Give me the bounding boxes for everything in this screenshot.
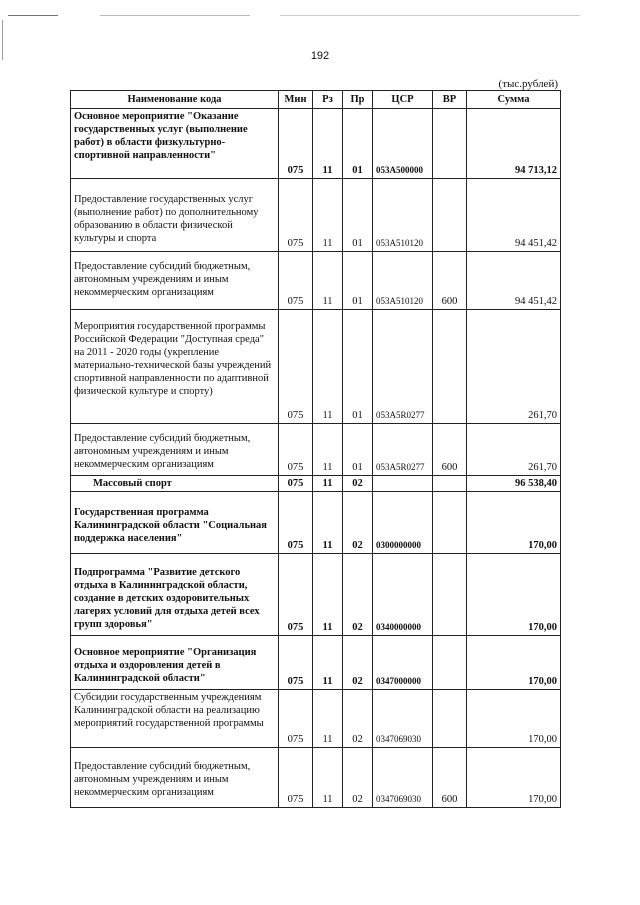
- header-sum: Сумма: [467, 91, 561, 109]
- row-csr: 0300000000: [373, 492, 433, 554]
- row-rz: 11: [313, 748, 343, 808]
- header-min: Мин: [279, 91, 313, 109]
- row-min: 075: [279, 554, 313, 636]
- scan-artifact: [100, 15, 250, 16]
- row-pr: 02: [343, 690, 373, 748]
- row-name: Государственная программа Калининградской области "Социальная поддержка населения": [71, 492, 279, 554]
- row-name: Массовый спорт: [71, 476, 279, 492]
- table-row: [71, 179, 561, 252]
- row-rz: 11: [313, 492, 343, 554]
- row-name: Предоставление субсидий бюджетным, автономным учреждениям и иным некоммерческим организациям: [71, 424, 279, 476]
- row-sum: 170,00: [467, 748, 561, 808]
- row-csr: 0347000000: [373, 636, 433, 690]
- row-min: 075: [279, 424, 313, 476]
- row-sum: 261,70: [467, 424, 561, 476]
- row-rz: 11: [313, 690, 343, 748]
- row-sum: 170,00: [467, 554, 561, 636]
- row-pr: 02: [343, 554, 373, 636]
- row-vr: [433, 109, 467, 179]
- page-number: 192: [310, 50, 330, 62]
- table-row: [71, 554, 561, 636]
- row-csr: 0347069030: [373, 748, 433, 808]
- row-sum: 261,70: [467, 310, 561, 424]
- row-min: 075: [279, 690, 313, 748]
- row-pr: 01: [343, 109, 373, 179]
- row-sum: 170,00: [467, 636, 561, 690]
- row-min: 075: [279, 476, 313, 492]
- scan-artifact: [280, 15, 580, 16]
- row-min: 075: [279, 492, 313, 554]
- header-name: Наименование кода: [71, 91, 279, 109]
- budget-table: [70, 90, 561, 808]
- header-pr: Пр: [343, 91, 373, 109]
- row-sum: 94 451,42: [467, 252, 561, 310]
- table-row: [71, 424, 561, 476]
- row-pr: 01: [343, 179, 373, 252]
- row-csr: 0347069030: [373, 690, 433, 748]
- row-sum: 170,00: [467, 492, 561, 554]
- row-min: 075: [279, 310, 313, 424]
- row-name: Основное мероприятие "Организация отдыха и оздоровления детей в Калининградской области": [71, 636, 279, 690]
- row-min: 075: [279, 252, 313, 310]
- row-min: 075: [279, 179, 313, 252]
- row-rz: 11: [313, 636, 343, 690]
- scan-artifact: [8, 15, 58, 16]
- row-pr: 01: [343, 252, 373, 310]
- row-min: 075: [279, 748, 313, 808]
- row-vr: 600: [433, 748, 467, 808]
- row-sum: 94 713,12: [467, 109, 561, 179]
- table-row: [71, 310, 561, 424]
- row-pr: 02: [343, 476, 373, 492]
- row-vr: 600: [433, 424, 467, 476]
- header-rz: Рз: [313, 91, 343, 109]
- row-name: Предоставление государственных услуг (выполнение работ) по дополнительному образованию в области физической культуры и спорта: [71, 179, 279, 252]
- row-name: Субсидии государственным учреждениям Калининградской области на реализацию мероприятий государственной программы: [71, 690, 279, 748]
- row-rz: 11: [313, 109, 343, 179]
- row-sum: 96 538,40: [467, 476, 561, 492]
- row-name: Подпрограмма "Развитие детского отдыха в Калининградской области, создание в детских оздоровительных лагерях условий для отдыха детей всех групп здоровья": [71, 554, 279, 636]
- table-row: [71, 748, 561, 808]
- row-pr: 01: [343, 310, 373, 424]
- row-vr: [433, 492, 467, 554]
- table-header-row: [71, 91, 561, 109]
- row-csr: 053А5R0277: [373, 310, 433, 424]
- table-row: [71, 476, 561, 492]
- row-name: Мероприятия государственной программы Российской Федерации "Доступная среда" на 2011 - 2020 годы (укрепление материально-технической базы учреждений спортивной направленности по адаптивной физической культуре и спорту): [71, 310, 279, 424]
- table-row: [71, 636, 561, 690]
- row-sum: 170,00: [467, 690, 561, 748]
- row-min: 075: [279, 636, 313, 690]
- row-vr: [433, 690, 467, 748]
- row-vr: 600: [433, 252, 467, 310]
- header-vr: ВР: [433, 91, 467, 109]
- row-pr: 02: [343, 748, 373, 808]
- units-label: (тыс.рублей): [498, 78, 558, 90]
- row-name: Основное мероприятие "Оказание государственных услуг (выполнение работ) в области физкультурно-спортивной направленности": [71, 109, 279, 179]
- row-name: Предоставление субсидий бюджетным, автономным учреждениям и иным некоммерческим организациям: [71, 748, 279, 808]
- row-csr: 053А5R0277: [373, 424, 433, 476]
- row-pr: 01: [343, 424, 373, 476]
- row-csr: 053А510120: [373, 252, 433, 310]
- row-csr: 053А500000: [373, 109, 433, 179]
- row-vr: [433, 476, 467, 492]
- table-row: [71, 690, 561, 748]
- row-vr: [433, 310, 467, 424]
- header-csr: ЦСР: [373, 91, 433, 109]
- row-rz: 11: [313, 554, 343, 636]
- row-csr: [373, 476, 433, 492]
- row-vr: [433, 636, 467, 690]
- row-sum: 94 451,42: [467, 179, 561, 252]
- table-row: [71, 252, 561, 310]
- row-name: Предоставление субсидий бюджетным, автономным учреждениям и иным некоммерческим организациям: [71, 252, 279, 310]
- row-rz: 11: [313, 179, 343, 252]
- row-pr: 02: [343, 492, 373, 554]
- row-pr: 02: [343, 636, 373, 690]
- row-rz: 11: [313, 310, 343, 424]
- table-row: [71, 492, 561, 554]
- table-row: [71, 109, 561, 179]
- row-vr: [433, 179, 467, 252]
- row-csr: 0340000000: [373, 554, 433, 636]
- row-rz: 11: [313, 252, 343, 310]
- row-rz: 11: [313, 424, 343, 476]
- row-csr: 053А510120: [373, 179, 433, 252]
- row-min: 075: [279, 109, 313, 179]
- row-rz: 11: [313, 476, 343, 492]
- row-vr: [433, 554, 467, 636]
